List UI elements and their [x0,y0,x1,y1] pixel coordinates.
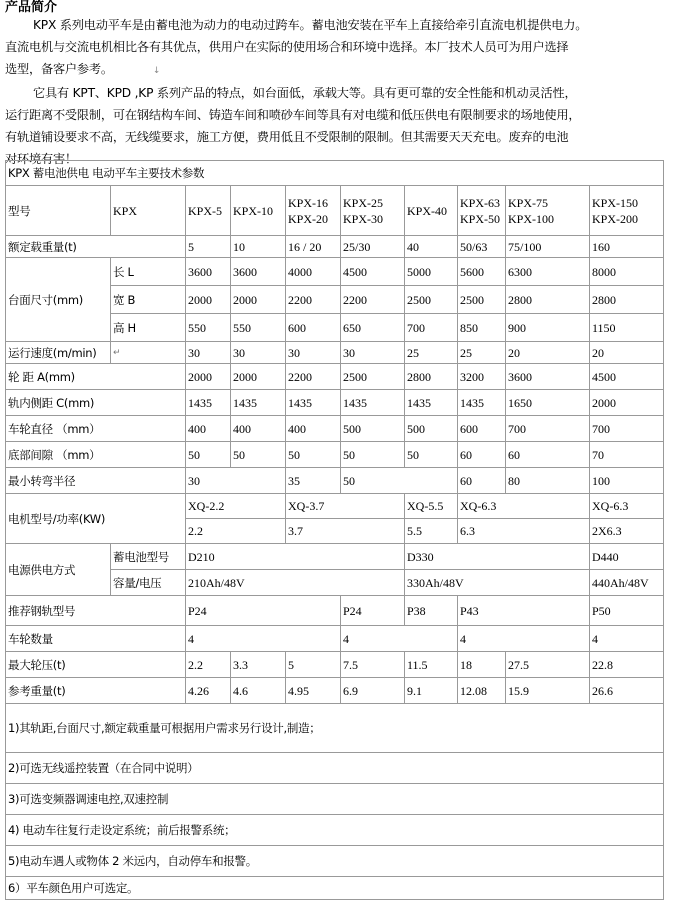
intro-line: 运行距离不受限制，可在钢结构车间、铸造车间和喷砂车间等具有对电缆和低压供电有限制要求的场地使用， [5,108,581,122]
intro-text [5,14,673,170]
cell: 8000 [590,258,664,286]
spec-table [5,160,664,900]
cell: 1435 [231,390,286,416]
cell: 4500 [590,364,664,390]
cell: 75/100 [506,236,590,258]
cell: D210 [186,544,405,570]
cell: 2800 [405,364,458,390]
table-row [6,704,664,753]
cell: 35 [286,468,341,494]
cell: 25/30 [341,236,405,258]
cell: 2500 [458,286,506,314]
table-row [6,753,664,784]
cell: 2200 [286,286,341,314]
row-label: 额定载重量(t) [6,236,186,258]
cell: 4 [590,626,664,652]
row-label: 参考重量(t) [6,678,186,704]
cell: 700 [590,416,664,442]
cell: 4.6 [231,678,286,704]
cell: 3600 [186,258,231,286]
row-label: 电源供电方式 [6,544,111,596]
cell: 2X6.3 [590,519,664,544]
cell: 550 [231,314,286,342]
table-title: KPX 蓄电池供电 电动平车主要技术参数 [6,161,664,186]
row-sublabel: 长 L [111,258,186,286]
cell: 3200 [458,364,506,390]
table-row [6,468,664,494]
cell: 20 [506,342,590,364]
note-row: 5)电动车遇人或物体 2 米远内，自动停车和报警。 [6,846,664,877]
table-row [6,258,664,286]
cell: KPX-63 KPX-50 [458,186,506,236]
table-row [6,494,664,519]
cell: 4 [341,626,458,652]
cell: 50/63 [458,236,506,258]
cell: 2200 [341,286,405,314]
row-label: 轮 距 A(mm) [6,364,186,390]
cell: 25 [405,342,458,364]
table-row [6,390,664,416]
cell: 60 [458,442,506,468]
cell: XQ-3.7 [286,494,405,519]
cell: 40 [405,236,458,258]
table-row [6,877,664,900]
cell: 2000 [231,286,286,314]
note-row: 2)可选无线遥控装置（在合同中说明） [6,753,664,784]
cell: 7.5 [341,652,405,678]
cell: 5000 [405,258,458,286]
cell: 2800 [506,286,590,314]
cell: 6.3 [458,519,590,544]
intro-line: 直流电机与交流电机相比各有其优点，供用户在实际的使用场合和环境中选择。本厂技术人员可为用户选择 [5,40,569,54]
cell: 2500 [405,286,458,314]
row-sublabel: 宽 B [111,286,186,314]
table-row [6,186,664,236]
cell: XQ-6.3 [458,494,590,519]
cell: KPX-75 KPX-100 [506,186,590,236]
cell: 26.6 [590,678,664,704]
cell: 3600 [506,364,590,390]
cell: 2000 [231,364,286,390]
cell: 100 [590,468,664,494]
intro-line: 有轨道铺设要求不高，无线缆要求，施工方便，费用低且不受限制的限制。但其需要天天充电。废弃的电池 [5,130,569,144]
table-row [6,815,664,846]
cell: 30 [186,468,286,494]
cell: 25 [458,342,506,364]
cell: 1150 [590,314,664,342]
cell: D330 [405,544,590,570]
table-row [6,364,664,390]
cell: 50 [341,468,458,494]
table-row [6,544,664,570]
cell: 50 [341,442,405,468]
cell: 50 [405,442,458,468]
note-row: 1)其轨距,台面尺寸,额定载重量可根据用户需求另行设计,制造； [6,704,664,753]
cell: 500 [405,416,458,442]
cell: 700 [405,314,458,342]
cell: 16 / 20 [286,236,341,258]
cell: XQ-5.5 [405,494,458,519]
row-sublabel: 蓄电池型号 [111,544,186,570]
table-row [6,596,664,626]
row-label: 电机型号/功率(KW) [6,494,186,544]
cell: 22.8 [590,652,664,678]
cell: 4000 [286,258,341,286]
row-label: 轨内侧距 C(mm) [6,390,186,416]
cell: ↵ [111,342,186,364]
cell: P50 [590,596,664,626]
cell: 400 [186,416,231,442]
table-row [6,161,664,186]
cell: XQ-6.3 [590,494,664,519]
cell: XQ-2.2 [186,494,286,519]
intro-line: 选型，备客户参考。 ↓ [5,62,161,76]
note-row: 6）平车颜色用户可选定。 [6,877,664,900]
intro-line: 对环境有害！ [5,152,77,166]
cell: 6300 [506,258,590,286]
cell: 4.95 [286,678,341,704]
cell: 2000 [186,364,231,390]
cell: 4 [186,626,341,652]
cell: P38 [405,596,458,626]
cell: 5 [286,652,341,678]
cell: 600 [286,314,341,342]
cell: 1435 [458,390,506,416]
cell: 9.1 [405,678,458,704]
table-row [6,626,664,652]
cell: KPX-150 KPX-200 [590,186,664,236]
cell: 500 [341,416,405,442]
cell: 1650 [506,390,590,416]
cell: 1435 [341,390,405,416]
row-label: 车轮数量 [6,626,186,652]
cell: 2800 [590,286,664,314]
cell: P24 [186,596,341,626]
cell: 2500 [341,364,405,390]
table-row [6,652,664,678]
cell: 3.3 [231,652,286,678]
row-label: 型号 [6,186,111,236]
cell: 4 [458,626,590,652]
cell: 330Ah/48V [405,570,590,596]
cell: 900 [506,314,590,342]
cell: 700 [506,416,590,442]
cell: D440 [590,544,664,570]
cell: 650 [341,314,405,342]
cell: P24 [341,596,405,626]
cell: 11.5 [405,652,458,678]
cell: 5.5 [405,519,458,544]
cell: 2.2 [186,652,231,678]
cell: 1435 [286,390,341,416]
cell: 50 [186,442,231,468]
cell: 3600 [231,258,286,286]
page-heading: 产品简介 [5,0,58,15]
row-label: 最小转弯半径 [6,468,186,494]
cell: 4500 [341,258,405,286]
cell: KPX-10 [231,186,286,236]
row-label: 台面尺寸(mm) [6,258,111,342]
row-label: 车轮直径 （mm） [6,416,186,442]
cell: 50 [231,442,286,468]
row-label: 最大轮压(t) [6,652,186,678]
row-sublabel: 容量/电压 [111,570,186,596]
cell: 30 [341,342,405,364]
cell: 5600 [458,258,506,286]
table-row [6,784,664,815]
cell: 2.2 [186,519,286,544]
note-row: 4) 电动车往复行走设定系统；前后报警系统； [6,815,664,846]
cell: 10 [231,236,286,258]
cell: 20 [590,342,664,364]
row-sublabel: 高 H [111,314,186,342]
cell: 80 [506,468,590,494]
cell: 30 [286,342,341,364]
table-row [6,442,664,468]
cell: 5 [186,236,231,258]
cell: 4.26 [186,678,231,704]
cell: 70 [590,442,664,468]
cell: 60 [458,468,506,494]
cell: 850 [458,314,506,342]
cell: 30 [231,342,286,364]
cell: 15.9 [506,678,590,704]
cell: 50 [286,442,341,468]
cell: 18 [458,652,506,678]
table-row [6,342,664,364]
intro-line: KPX 系列电动平车是由蓄电池为动力的电动过跨车。蓄电池安装在平车上直接给牵引直流电机提供电力。 [33,18,588,32]
cell: 1435 [186,390,231,416]
cell: 440Ah/48V [590,570,664,596]
cell: 400 [231,416,286,442]
cell: KPX-16 KPX-20 [286,186,341,236]
cell: 600 [458,416,506,442]
intro-line: 它具有 KPT、KPD ,KP 系列产品的特点，如台面低，承载大等。具有更可靠的安全性能和机动灵活性， [33,86,577,100]
note-row: 3)可选变频器调速电控,双速控制 [6,784,664,815]
row-label: 运行速度(m/min) [6,342,111,364]
cell: KPX-40 [405,186,458,236]
cell: KPX-25 KPX-30 [341,186,405,236]
cell: 1435 [405,390,458,416]
row-label: 底部间隙 （mm） [6,442,186,468]
table-row [6,846,664,877]
cell: 30 [186,342,231,364]
cell: 60 [506,442,590,468]
table-row [6,236,664,258]
cell: KPX [111,186,186,236]
cell: P43 [458,596,590,626]
table-row [6,678,664,704]
table-row [6,416,664,442]
cell: 210Ah/48V [186,570,405,596]
cell: 12.08 [458,678,506,704]
cell: KPX-5 [186,186,231,236]
cell: 160 [590,236,664,258]
cell: 2200 [286,364,341,390]
cell: 6.9 [341,678,405,704]
cell: 2000 [186,286,231,314]
row-label: 推荐钢轨型号 [6,596,186,626]
cell: 2000 [590,390,664,416]
cell: 400 [286,416,341,442]
cell: 550 [186,314,231,342]
cell: 27.5 [506,652,590,678]
cell: 3.7 [286,519,405,544]
